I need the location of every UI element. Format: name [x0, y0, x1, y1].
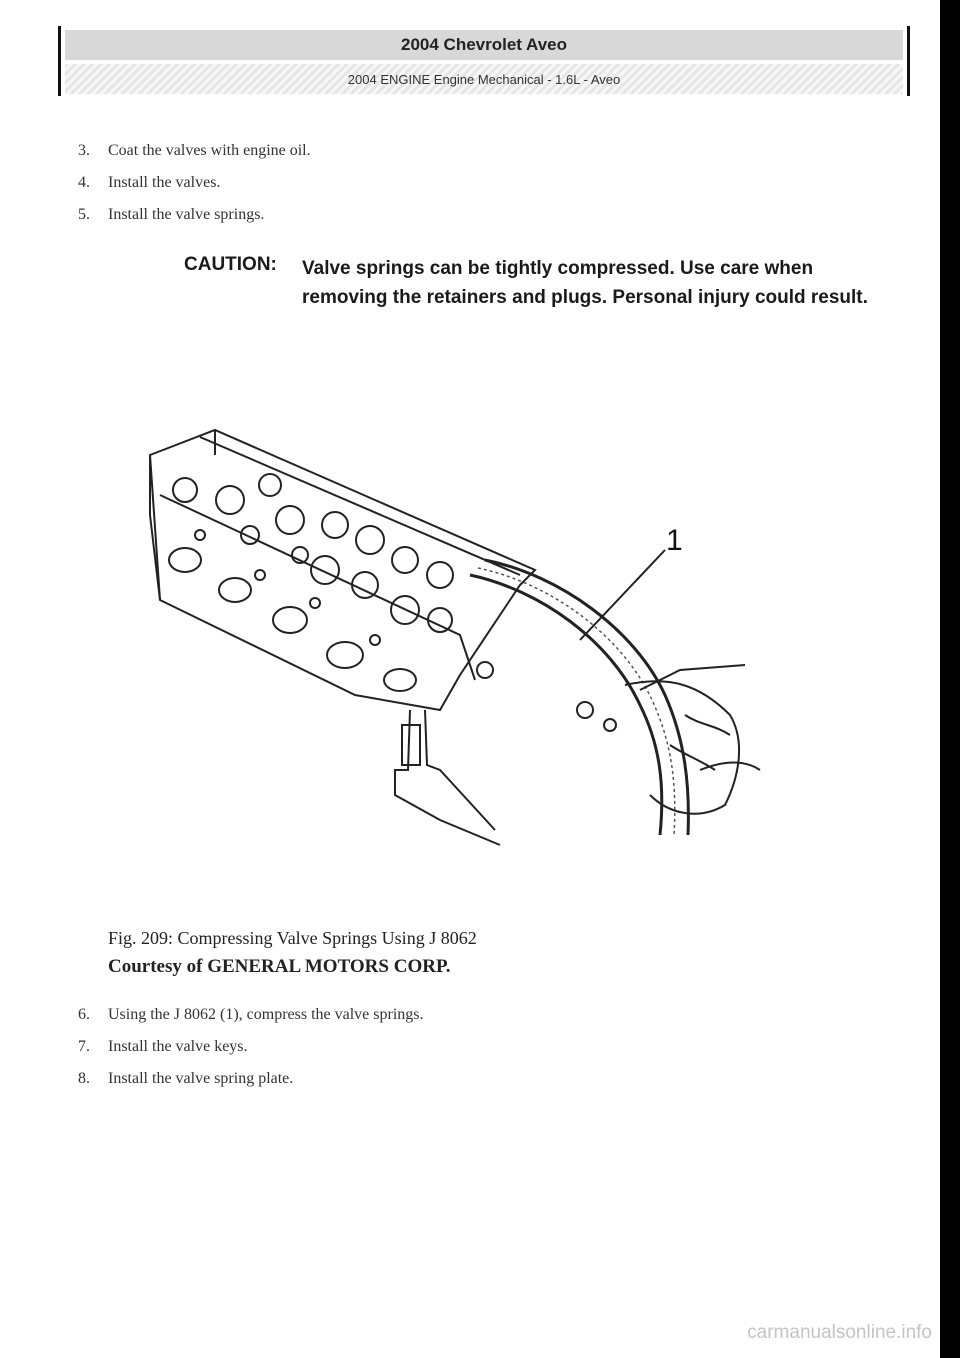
step-text: Install the valve keys.: [108, 1038, 248, 1055]
header-title: 2004 Chevrolet Aveo: [65, 30, 903, 60]
step-number: 7.: [78, 1038, 90, 1055]
caution-label: CAUTION:: [184, 254, 277, 275]
step-number: 4.: [78, 174, 90, 191]
step-3: [78, 142, 311, 160]
page-header: [58, 26, 910, 96]
caution-text: Valve springs can be tightly compressed. Use care when removing the retainers and plugs. Personal injury could result.: [302, 258, 868, 308]
header-subtitle: 2004 ENGINE Engine Mechanical - 1.6L - Aveo: [65, 64, 903, 94]
step-4: [78, 174, 220, 192]
figure-courtesy: Courtesy of GENERAL MOTORS CORP.: [108, 956, 451, 977]
step-text: Install the valve spring plate.: [108, 1070, 294, 1087]
step-text: Install the valves.: [108, 174, 221, 191]
step-number: 8.: [78, 1070, 90, 1087]
step-text: Using the J 8062 (1), compress the valve springs.: [108, 1006, 424, 1023]
step-number: 3.: [78, 142, 90, 159]
step-5: [78, 206, 264, 224]
watermark-text: carmanualsonline.info: [747, 1322, 932, 1343]
step-number: 5.: [78, 206, 90, 223]
step-number: 6.: [78, 1006, 90, 1023]
step-7: [78, 1038, 248, 1056]
figure-caption: Fig. 209: Compressing Valve Springs Using J 8062: [108, 928, 477, 948]
callout-number: 1: [666, 524, 683, 557]
valve-spring-compressor-illustration: [140, 425, 770, 855]
step-text: Install the valve springs.: [108, 206, 265, 223]
step-8: [78, 1070, 293, 1088]
step-6: [78, 1006, 424, 1024]
step-text: Coat the valves with engine oil.: [108, 142, 311, 159]
page-edge-bar: [940, 0, 960, 1358]
